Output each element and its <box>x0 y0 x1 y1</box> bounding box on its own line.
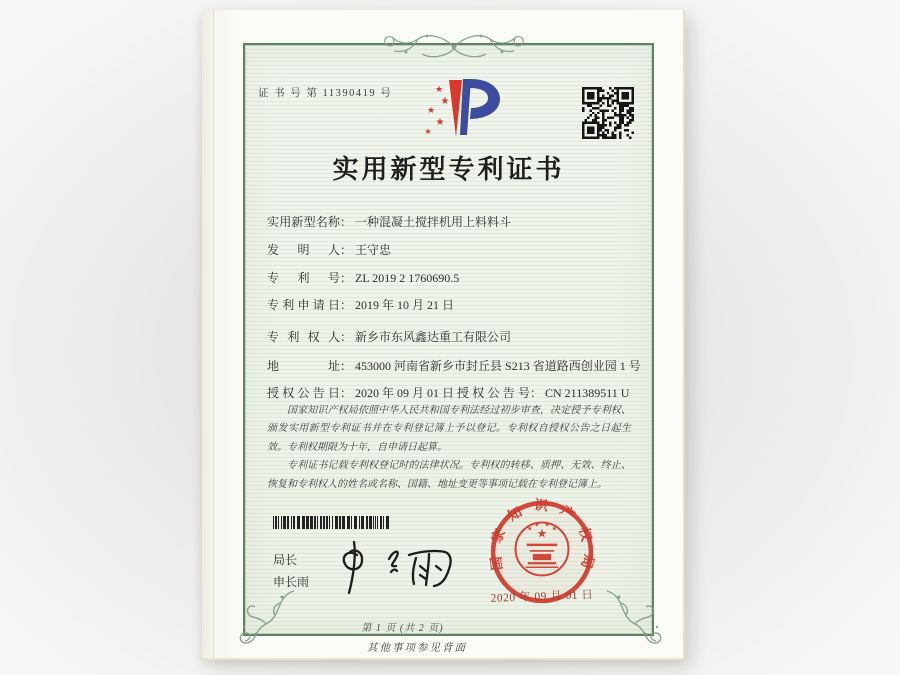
svg-text:★: ★ <box>435 117 445 128</box>
field-row-grant <box>267 384 647 401</box>
field-colon: ： <box>340 243 353 257</box>
svg-text:★: ★ <box>440 96 450 107</box>
field-label: 专利权人 <box>267 330 340 344</box>
svg-text:★: ★ <box>527 525 533 533</box>
field-row-patent-number <box>267 269 647 286</box>
field-row-inventor <box>267 241 647 258</box>
field-label: 专利申请日 <box>267 298 340 312</box>
field-colon: ： <box>340 386 353 400</box>
certificate-title: 实用新型专利证书 <box>332 155 565 184</box>
top-border-ornament-icon <box>379 30 529 64</box>
certificate-border-panel <box>243 43 654 636</box>
director-title: 局长 <box>273 553 298 567</box>
legal-notice <box>267 402 631 494</box>
director-block <box>273 549 309 593</box>
certificate-paper <box>202 10 685 660</box>
field-label: 地址 <box>267 359 340 373</box>
field-colon: ： <box>340 330 353 344</box>
svg-text:★: ★ <box>536 526 548 541</box>
field-label: 实用新型名称 <box>267 215 340 229</box>
official-seal <box>486 496 598 614</box>
page-indicator: 第 1 页 (共 2 页) <box>361 623 444 634</box>
barcode <box>273 516 391 529</box>
field-colon: ： <box>340 215 353 229</box>
field-value: 2020 年 09 月 01 日 <box>355 386 455 400</box>
field-colon: ： <box>340 271 353 285</box>
field-pair-grant-number <box>457 384 629 401</box>
svg-text:★: ★ <box>534 521 540 529</box>
field-value: CN 211389511 U <box>545 386 630 400</box>
field-colon: ： <box>340 298 353 312</box>
field-label: 专利号 <box>267 271 340 285</box>
svg-text:★: ★ <box>434 85 444 95</box>
field-label: 发明人 <box>267 243 340 257</box>
field-row-name <box>267 213 647 230</box>
field-row-patentee <box>267 328 647 345</box>
notice-paragraph-1: 国家知识产权局依照中华人民共和国专利法经过初步审查，决定授予专利权、颁发实用新型专利证书并在专利登记簿上予以登记。专利权自授权公告之日起生效。专利权期限为十年，自申请日起算。 <box>267 405 631 453</box>
svg-text:★: ★ <box>544 521 550 529</box>
field-value: 新乡市东风鑫达重工有限公司 <box>355 330 512 344</box>
back-note: 其他事项参见背面 <box>367 643 467 654</box>
director-signature <box>337 539 462 597</box>
field-value: ZL 2019 2 1760690.5 <box>355 271 460 285</box>
field-label: 授权公告日 <box>267 386 340 400</box>
svg-text:★: ★ <box>424 127 432 136</box>
field-value: 一种混凝土搅拌机用上料料斗 <box>355 215 512 229</box>
field-row-filing-date <box>267 296 647 313</box>
field-value: 王守忠 <box>355 243 392 257</box>
field-value: 2019 年 10 月 21 日 <box>355 298 455 312</box>
certificate-number: 证 书 号 第 11390419 号 <box>258 88 393 99</box>
svg-text:★: ★ <box>426 106 436 116</box>
field-value: 453000 河南省新乡市封丘县 S213 省道路西创业园 1 号 <box>355 359 641 373</box>
seal-text: 国家知识产权局 <box>487 497 598 582</box>
qr-code <box>582 87 634 139</box>
seal-date: 2020 年 09 月 01 日 <box>490 589 594 605</box>
notice-paragraph-2: 专利证书记载专利权登记时的法律状况。专利权的转移、质押、无效、终止、恢复和专利权人的姓名或名称、国籍、地址变更等事项记载在专利登记簿上。 <box>267 460 631 490</box>
field-row-address <box>267 357 647 374</box>
field-colon: ： <box>530 386 543 400</box>
svg-text:★: ★ <box>551 525 557 533</box>
cnipa-logo-icon <box>415 79 507 139</box>
director-name: 申长雨 <box>273 575 310 589</box>
field-label: 授权公告号 <box>457 386 530 400</box>
field-colon: ： <box>340 359 353 373</box>
